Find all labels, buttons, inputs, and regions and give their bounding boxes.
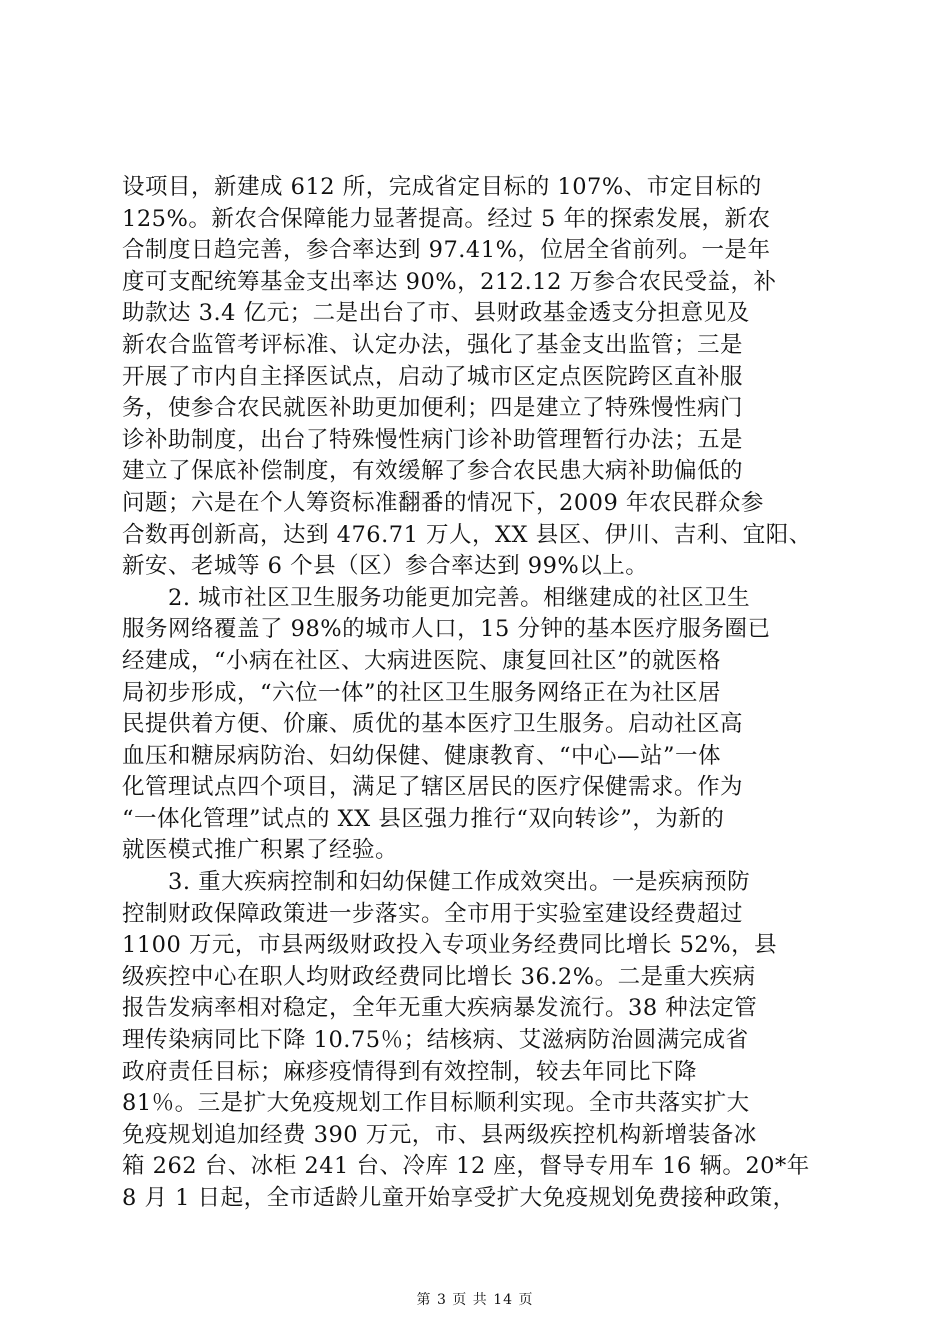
text-line: 125%。新农合保障能力显著提高。经过 5 年的探索发展，新农	[122, 205, 771, 232]
text-line: 报告发病率相对稳定，全年无重大疾病暴发流行。38 种法定管	[122, 995, 758, 1022]
text-line: 新农合监管考评标准、认定办法，强化了基金支出监管；三是	[122, 331, 744, 358]
text-line: 化管理试点四个项目，满足了辖区居民的医疗保健需求。作为	[122, 774, 744, 801]
text-line: 助款达 3.4 亿元；二是出台了市、县财政基金透支分担意见及	[122, 300, 750, 327]
text-line: 就医模式推广积累了经验。	[122, 837, 399, 864]
text-line: 开展了市内自主择医试点，启动了城市区定点医院跨区直补服	[122, 363, 744, 390]
text-line: 血压和糖尿病防治、妇幼保健、健康教育、“中心—站”一体	[122, 742, 722, 769]
text-line: 合制度日趋完善，参合率达到 97.41%，位居全省前列。一是年	[122, 237, 771, 264]
text-line: 务，使参合农民就医补助更加便利；四是建立了特殊慢性病门	[122, 395, 744, 422]
text-line: 合数再创新高，达到 476.71 万人，XX 县区、伊川、吉利、宜阳、	[122, 521, 812, 548]
text-line: 问题；六是在个人筹资标准翻番的情况下，2009 年农民群众参	[122, 489, 764, 516]
document-body	[122, 172, 834, 1215]
text-line: 民提供着方便、价廉、质优的基本医疗卫生服务。启动社区高	[122, 711, 744, 738]
text-line: 建立了保底补偿制度，有效缓解了参合农民患大病补助偏低的	[122, 458, 744, 485]
text-line: 8 月 1 日起，全市适龄儿童开始享受扩大免疫规划免费接种政策，	[122, 1185, 796, 1211]
text-line: 设项目，新建成 612 所，完成省定目标的 107%、市定目标的	[122, 174, 762, 200]
text-line: 级疾控中心在职人均财政经费同比增长 36.2%。二是重大疾病	[122, 963, 756, 990]
text-line: 控制财政保障政策进一步落实。全市用于实验室建设经费超过	[122, 900, 744, 927]
text-line: 3. 重大疾病控制和妇幼保健工作成效突出。一是疾病预防	[122, 869, 751, 896]
page-footer: 第 3 页 共 14 页	[416, 1292, 534, 1308]
text-line: 诊补助制度，出台了特殊慢性病门诊补助管理暂行办法；五是	[122, 426, 744, 453]
text-line: 政府责任目标；麻疹疫情得到有效控制，较去年同比下降	[122, 1058, 698, 1085]
text-line: 1100 万元，市县两级财政投入专项业务经费同比增长 52%，县	[122, 932, 778, 959]
text-line: 81％。三是扩大免疫规划工作目标顺利实现。全市共落实扩大	[122, 1090, 750, 1117]
text-line: 服务网络覆盖了 98%的城市人口，15 分钟的基本医疗服务圈已	[122, 616, 771, 643]
text-line: 理传染病同比下降 10.75％；结核病、艾滋病防治圆满完成省	[122, 1027, 749, 1054]
text-line: 度可支配统筹基金支出率达 90%，212.12 万参合农民受益，补	[122, 268, 777, 295]
text-line: 局初步形成，“六位一体”的社区卫生服务网络正在为社区居	[122, 679, 722, 706]
text-line: 新安、老城等 6 个县（区）参合率达到 99%以上。	[122, 553, 649, 580]
text-line: 免疫规划追加经费 390 万元，市、县两级疾控机构新增装备冰	[122, 1121, 757, 1148]
text-line: 经建成，“小病在社区、大病进医院、康复回社区”的就医格	[122, 647, 722, 674]
text-line: 2. 城市社区卫生服务功能更加完善。相继建成的社区卫生	[122, 584, 751, 611]
text-line: 箱 262 台、冰柜 241 台、冷库 12 座，督导专用车 16 辆。20*年	[122, 1153, 810, 1180]
text-line: “一体化管理”试点的 XX 县区强力推行“双向转诊”，为新的	[122, 805, 725, 832]
